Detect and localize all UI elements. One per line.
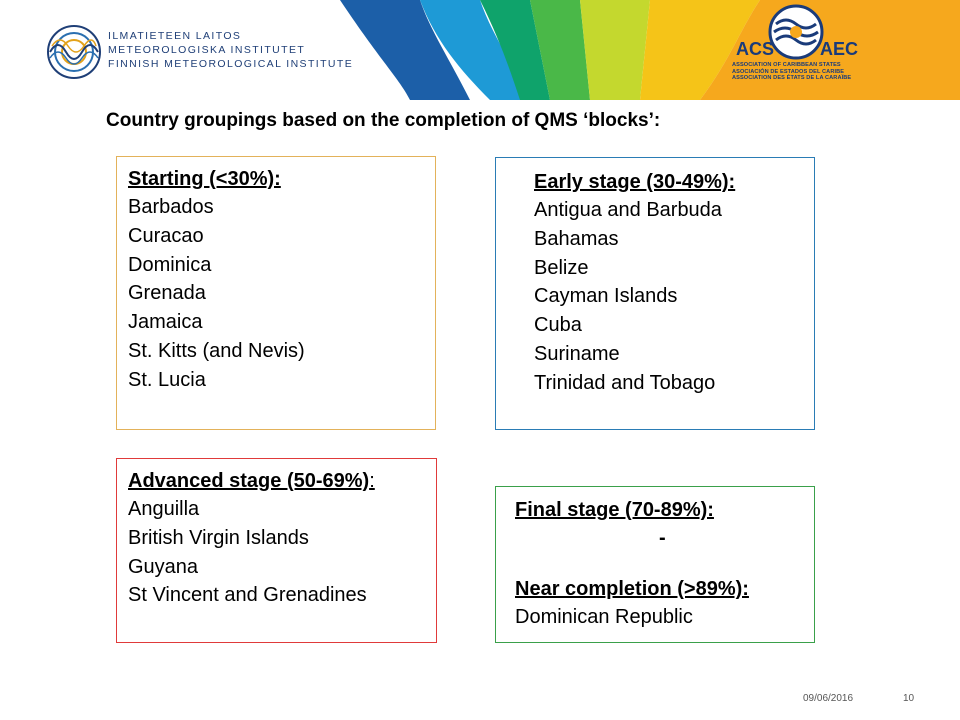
country-item: Trinidad and Tobago: [534, 371, 716, 394]
acs-name-en: ASSOCIATION OF CARIBBEAN STATES: [732, 62, 841, 68]
fmi-name-line-2: METEOROLOGISKA INSTITUTET: [108, 44, 306, 56]
country-item: Dominican Republic: [515, 606, 693, 628]
country-item: St. Kitts (and Nevis): [128, 339, 305, 362]
country-item: St Vincent and Grenadines: [128, 584, 367, 607]
country-item: Cayman Islands: [534, 285, 678, 308]
country-item: Barbados: [128, 196, 214, 218]
slide-header: [0, 0, 960, 100]
aec-label: AEC: [820, 39, 859, 59]
group-heading-near-completion: Near completion (>89%):: [515, 578, 749, 600]
country-item: Jamaica: [128, 311, 203, 334]
country-item: St. Lucia: [128, 368, 206, 391]
acs-logo: [724, 2, 956, 98]
fmi-name-line-3: FINNISH METEOROLOGICAL INSTITUTE: [108, 58, 354, 70]
group-final-empty-value: -: [659, 527, 666, 549]
group-heading-advanced: [128, 467, 436, 495]
acs-name-es: ASOCIACIÓN DE ESTADOS DEL CARIBE: [732, 68, 845, 75]
country-item: Dominica: [128, 253, 212, 276]
fmi-logo-icon: [46, 24, 102, 80]
fmi-name: [108, 29, 354, 71]
acs-name-fr: ASSOCIATION DES ÉTATS DE LA CARAÏBE: [732, 75, 852, 82]
acs-label: ACS: [736, 39, 775, 59]
country-item: Antigua and Barbuda: [534, 199, 722, 221]
group-early: [495, 157, 815, 430]
country-item: Anguilla: [128, 498, 200, 520]
group-heading-advanced-colon: :: [369, 470, 375, 492]
group-final: [495, 486, 815, 643]
spacer: [515, 552, 814, 575]
group-advanced: [116, 458, 437, 643]
country-item: Curacao: [128, 224, 204, 247]
country-item: Belize: [534, 256, 589, 279]
acs-full-names: [732, 62, 952, 82]
group-heading-starting: Starting (<30%):: [128, 168, 281, 190]
country-item: Grenada: [128, 282, 206, 305]
group-starting: [116, 156, 436, 430]
page-number: 10: [903, 693, 915, 704]
country-item: British Virgin Islands: [128, 526, 309, 549]
country-item: Bahamas: [534, 227, 619, 250]
fmi-name-line-1: ILMATIETEEN LAITOS: [108, 30, 242, 42]
country-item: Suriname: [534, 342, 620, 365]
group-heading-final: Final stage (70-89%):: [515, 499, 714, 521]
footer-date: 09/06/2016: [803, 693, 854, 704]
country-item: Guyana: [128, 555, 199, 578]
country-item: Cuba: [534, 314, 582, 337]
group-heading-advanced-text: Advanced stage (50-69%): [128, 470, 370, 492]
group-heading-early: Early stage (30-49%):: [534, 171, 736, 193]
slide-title: Country groupings based on the completion of QMS ‘blocks’:: [106, 110, 661, 131]
